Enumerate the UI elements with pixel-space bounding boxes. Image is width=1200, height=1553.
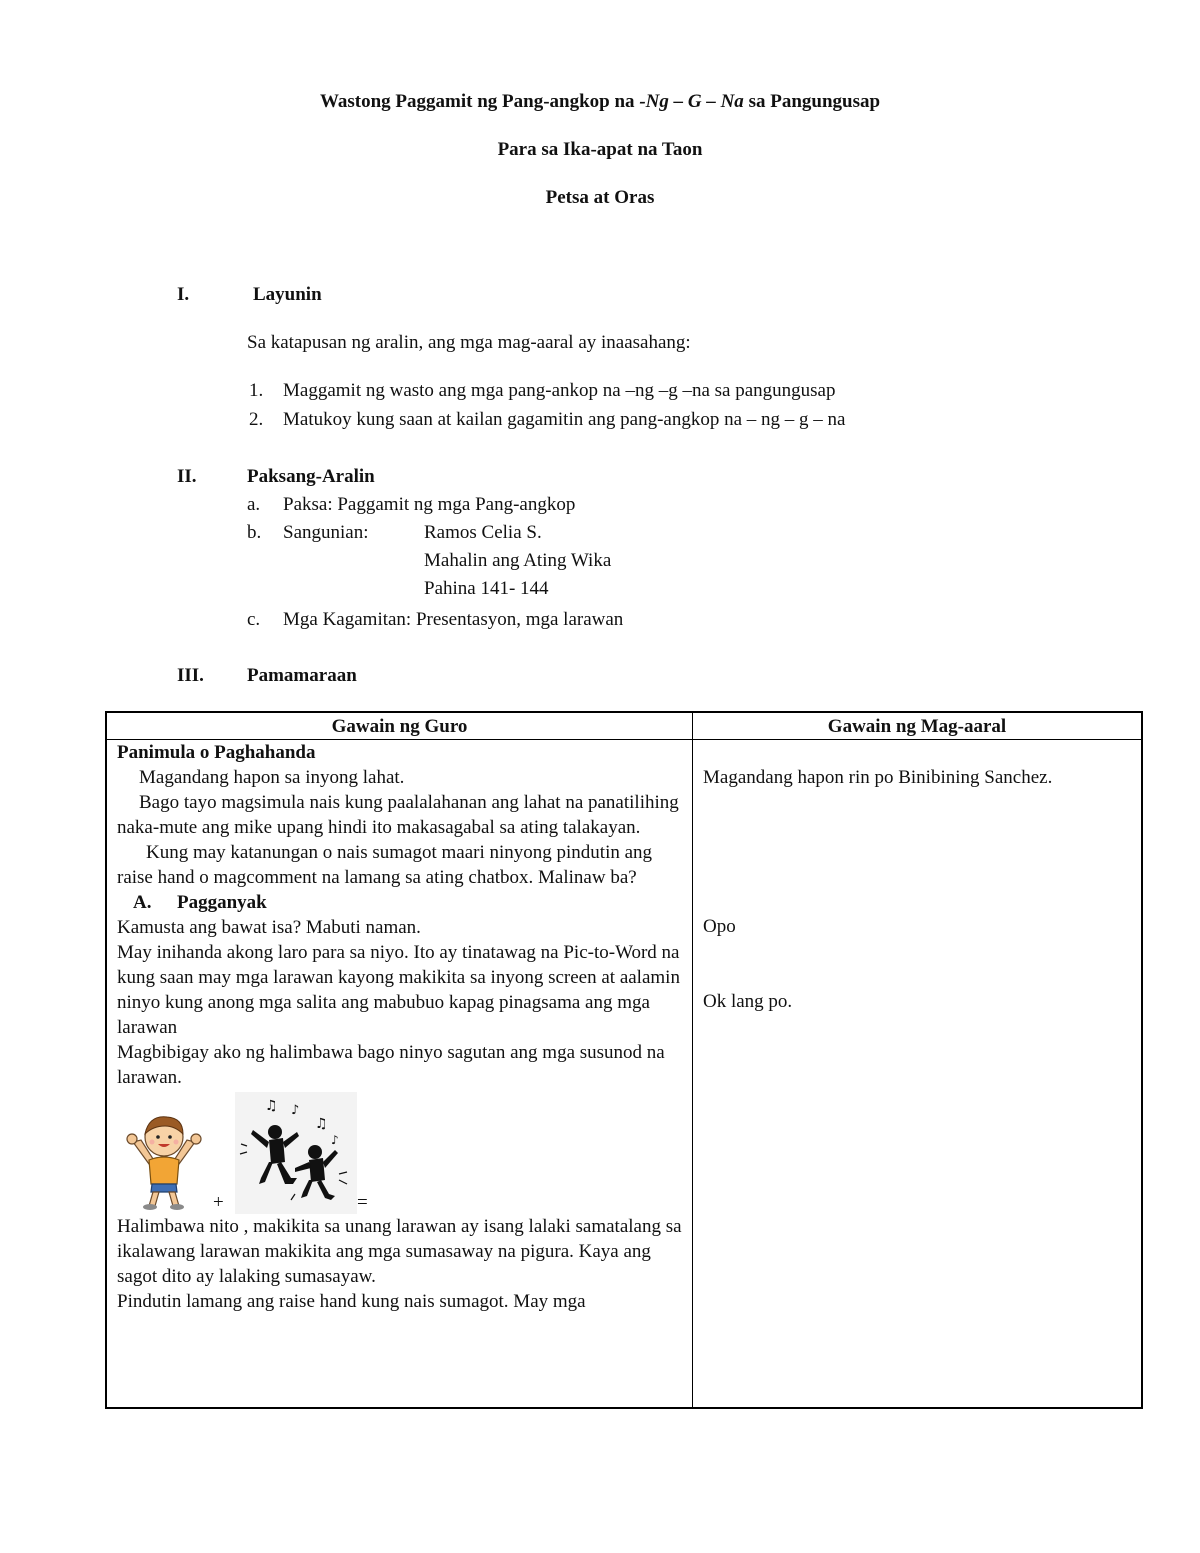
item-letter: a.	[247, 494, 261, 515]
raise-hand-text: Pindutin lamang ang raise hand kung nais sumagot. May mga	[117, 1291, 586, 1312]
title-suffix: sa Pangungusap	[743, 91, 881, 112]
lesson-procedure-table	[105, 711, 1143, 1409]
guro-cell	[106, 740, 693, 1409]
pagganyak-letter: A.	[133, 892, 152, 913]
section3-heading: Pamamaraan	[247, 665, 357, 686]
reminder-text	[117, 790, 682, 840]
student-response-ok: Ok lang po.	[703, 991, 793, 1012]
item-letter: b.	[247, 522, 262, 543]
reminder-span: Bago tayo magsimula nais kung paalalahanan ang lahat na panatilihing naka-mute ang mike upang hindi ito makasagabal sa ating talakayan.	[117, 792, 679, 838]
table-row	[106, 740, 1142, 1409]
equals-sign: =	[357, 1192, 368, 1213]
pic-to-word-example	[117, 1092, 682, 1214]
plus-sign: +	[213, 1192, 224, 1213]
header-guro: Gawain ng Guro	[106, 712, 693, 740]
objective-text: Matukoy kung saan at kailan gagamitin ang pang-angkop na – ng – g – na	[283, 409, 846, 430]
section1-numeral: I.	[177, 284, 190, 305]
sangunian-pages: Pahina 141- 144	[424, 578, 549, 599]
sangunian-label: Sangunian:	[283, 522, 369, 543]
title-italic: -Ng – G – Na	[639, 91, 744, 112]
student-response-greeting: Magandang hapon rin po Binibining Sanchez.	[703, 767, 1053, 788]
document-title	[0, 91, 1200, 113]
section3-numeral: III.	[177, 665, 204, 686]
objective-number: 1.	[249, 380, 264, 401]
title-prefix: Wastong Paggamit ng Pang-angkop na	[319, 91, 640, 112]
kagamitan-text: Mga Kagamitan: Presentasyon, mga larawan	[283, 609, 624, 630]
pagganyak-label: Pagganyak	[177, 892, 267, 913]
game-intro-text: May inihanda akong laro para sa niyo. Ito ay tinatawag na Pic-to-Word na kung saan may mga larawan kayong makikita sa inyong screen at aalamin ninyo kung anong mga salita ang mabubuo kapag pinagsama ang mga larawan	[117, 942, 680, 1038]
objective-number: 2.	[249, 409, 264, 430]
date-time: Petsa at Oras	[545, 187, 655, 208]
svg-text:♫: ♫	[315, 1116, 328, 1132]
header-magaaral: Gawain ng Mag-aaral	[693, 712, 1143, 740]
item-letter: c.	[247, 609, 261, 630]
svg-text:♫: ♫	[265, 1098, 278, 1114]
boy-image	[119, 1112, 209, 1212]
dancers-image	[235, 1092, 357, 1214]
kamusta-text: Kamusta ang bawat isa? Mabuti naman.	[117, 917, 421, 938]
magaaral-cell	[693, 740, 1143, 1409]
section1-heading: Layunin	[253, 284, 322, 305]
greeting-text: Magandang hapon sa inyong lahat.	[139, 767, 405, 788]
objective-text: Maggamit ng wasto ang mga pang-ankop na –ng –g –na sa pangungusap	[283, 380, 836, 401]
student-response-opo: Opo	[703, 916, 736, 937]
sangunian-author: Ramos Celia S.	[424, 522, 542, 543]
example-explanation-text: Halimbawa nito , makikita sa unang larawan ay isang lalaki samatalang sa ikalawang larawan makikita ang mga sumasaway na pigura. Kaya ang sagot dito ay lalaking sumasayaw.	[117, 1216, 682, 1287]
section2-heading: Paksang-Aralin	[247, 466, 375, 487]
section2-numeral: II.	[177, 466, 197, 487]
example-intro-text: Magbibigay ako ng halimbawa bago ninyo sagutan ang mga susunod na larawan.	[117, 1042, 665, 1088]
grade-level: Para sa Ika-apat na Taon	[497, 139, 703, 160]
question-text	[117, 840, 682, 890]
objectives-intro: Sa katapusan ng aralin, ang mga mag-aaral ay inaasahang:	[247, 332, 691, 353]
svg-text:♪: ♪	[331, 1133, 339, 1147]
sangunian-book: Mahalin ang Ating Wika	[424, 550, 612, 571]
svg-text:♪: ♪	[291, 1103, 300, 1118]
pagganyak-heading	[117, 890, 682, 915]
question-span: Kung may katanungan o nais sumagot maari ninyong pindutin ang raise hand o magcomment na lamang sa ating chatbox. Malinaw ba?	[117, 842, 653, 888]
panimula-heading: Panimula o Paghahanda	[117, 742, 316, 763]
paksa-text: Paksa: Paggamit ng mga Pang-angkop	[283, 494, 576, 515]
table-header-row	[106, 712, 1142, 740]
